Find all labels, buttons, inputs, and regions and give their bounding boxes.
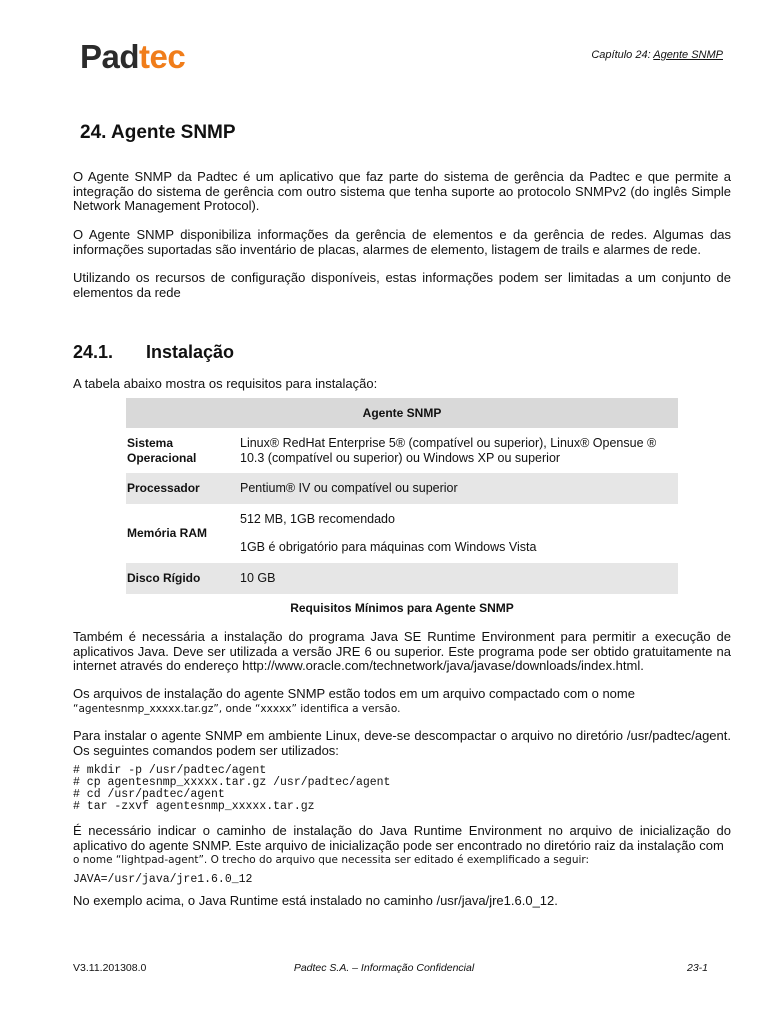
intro-paragraph-2: O Agente SNMP disponibiliza informações da gerência de elementos e da gerência de redes. Algumas das informações suportadas são inventário de placas, alarmes de elemento, listagem de trails e alarmes de rede.: [73, 227, 731, 257]
table-row: [126, 428, 678, 473]
row-label-os: Sistema Operacional: [127, 435, 197, 465]
section-title: Instalação: [146, 342, 235, 362]
row-value-os: Linux® RedHat Enterprise 5® (compatível ou superior), Linux® Opensue ® 10.3 (compatível ou superior) ou Windows XP ou superior: [240, 435, 657, 465]
table-header: Agente SNMP: [126, 398, 678, 428]
section-heading: [73, 342, 234, 363]
command-line: # cp agentesnmp_xxxxx.tar.gz /usr/padtec/agent: [73, 776, 391, 789]
row-value-ram: [240, 504, 678, 563]
table-intro: A tabela abaixo mostra os requisitos para instalação:: [73, 376, 378, 391]
footer-version: V3.11.201308.0: [73, 962, 147, 974]
table-row: [126, 473, 678, 504]
java-config-line: JAVA=/usr/java/jre1.6.0_12: [73, 873, 253, 886]
chapter-prefix: Capítulo 24:: [591, 49, 654, 61]
jre-paragraph: É necessário indicar o caminho de instalação do Java Runtime Environment no arquivo de inicialização do aplicativo do agente SNMP. Este arquivo de inicialização pode ser encontrado no diretório raiz da instalação com: [73, 823, 731, 853]
footer-page-number: 23-1: [686, 962, 708, 974]
row-label-ram: Memória RAM: [127, 526, 208, 540]
table-caption: Requisitos Mínimos para Agente SNMP: [290, 601, 514, 615]
logo-pad: Pad: [80, 38, 140, 75]
chapter-header: [591, 49, 723, 61]
command-line: # cd /usr/padtec/agent: [73, 788, 225, 801]
jre-paragraph-tail: o nome “lightpad-agent”. O trecho do arquivo que necessita ser editado é exemplificado a seguir:: [73, 854, 590, 866]
row-label-cpu: Processador: [127, 481, 200, 495]
logo-tec: tec: [139, 38, 186, 75]
table-row: [126, 563, 678, 594]
chapter-link[interactable]: Agente SNMP: [653, 49, 723, 61]
padtec-logo: [80, 38, 185, 76]
ram-value-1: 512 MB, 1GB recomendado: [240, 512, 395, 526]
ram-value-2: 1GB é obrigatório para máquinas com Windows Vista: [240, 540, 537, 554]
archive-line-2: “agentesnmp_xxxxx.tar.gz”, onde “xxxxx” identifica a versão.: [73, 703, 401, 715]
archive-line-1: Os arquivos de instalação do agente SNMP estão todos em um arquivo compactado com o nome: [73, 686, 635, 701]
install-paragraph: Para instalar o agente SNMP em ambiente Linux, deve-se descompactar o arquivo no diretório /usr/padtec/agent. Os seguintes comandos podem ser utilizados:: [73, 728, 731, 758]
intro-paragraph-3: Utilizando os recursos de configuração disponíveis, estas informações podem ser limitadas a um conjunto de elementos da rede: [73, 270, 731, 300]
chapter-title: 24. Agente SNMP: [80, 122, 236, 143]
row-value-cpu: Pentium® IV ou compatível ou superior: [240, 481, 458, 495]
command-line: # mkdir -p /usr/padtec/agent: [73, 764, 267, 777]
section-number: 24.1.: [73, 342, 114, 362]
row-value-disk: 10 GB: [240, 571, 276, 585]
requirements-table: [126, 398, 678, 594]
table-header-row: [126, 398, 678, 428]
footer-confidential: Padtec S.A. – Informação Confidencial: [293, 962, 475, 974]
intro-paragraph-1: O Agente SNMP da Padtec é um aplicativo que faz parte do sistema de gerência da Padtec e que permite a integração do sistema de gerência com outro sistema que tenha suporte ao protocolo SNMPv2 (do inglês Simple Network Management Protocol).: [73, 169, 731, 213]
final-paragraph: No exemplo acima, o Java Runtime está instalado no caminho /usr/java/jre1.6.0_12.: [73, 893, 558, 908]
java-paragraph: Também é necessária a instalação do programa Java SE Runtime Environment para permitir a execução de aplicativos Java. Deve ser utilizada a versão JRE 6 ou superior. Este programa pode ser obtido gratuitamente na internet através do endereço http://www.oracle.com/technetwork/java/javase/downloads/index.html.: [73, 629, 731, 673]
table-row: [126, 504, 678, 563]
command-line: # tar -zxvf agentesnmp_xxxxx.tar.gz: [73, 800, 315, 813]
command-block: [73, 765, 390, 813]
row-label-disk: Disco Rígido: [127, 571, 201, 585]
